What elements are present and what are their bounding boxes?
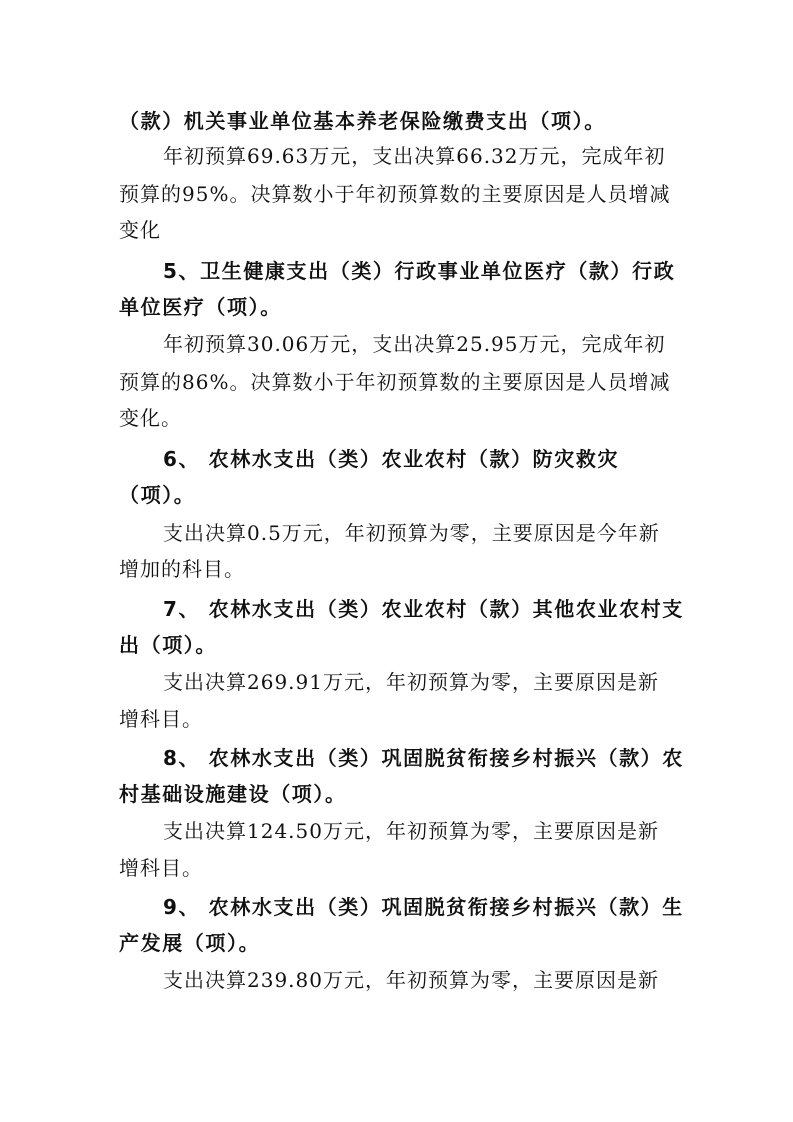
body-line: 支出决算239.80万元，年初预算为零，主要原因是新 [163,968,659,992]
body-line: 增加的科目。 [119,557,245,581]
heading-line: 产发展（项）。 [119,931,261,955]
body-line: 年初预算30.06万元，支出决算25.95万元，完成年初 [163,332,666,356]
heading-line: 出（项）。 [119,633,217,657]
body-line: 预算的86%。决算数小于年初预算数的主要原因是人员增减 [119,370,671,394]
body-line: 变化。 [119,406,182,430]
heading-line: 7、 农林水支出（类）农业农村（款）其他农业农村支 [163,597,684,621]
heading-line: 村基础设施建设（项）。 [119,782,347,806]
body-line: 增科目。 [119,707,203,731]
body-line: 变化 [119,218,161,242]
body-line: 支出决算269.91万元，年初预算为零，主要原因是新 [163,670,659,694]
heading-line: 9、 农林水支出（类）巩固脱贫衔接乡村振兴（款）生 [163,895,684,919]
body-line: 年初预算69.63万元，支出决算66.32万元，完成年初 [163,144,666,168]
body-line: 支出决算0.5万元，年初预算为零，主要原因是今年新 [163,521,660,545]
body-line: 预算的95%。决算数小于年初预算数的主要原因是人员增减 [119,182,671,206]
heading-line: （项）。 [119,483,196,507]
body-line: 增科目。 [119,856,203,880]
heading-line: 5、卫生健康支出（类）行政事业单位医疗（款）行政 [163,259,676,283]
body-line: 支出决算124.50万元，年初预算为零，主要原因是新 [163,819,659,843]
heading-line: （款）机关事业单位基本养老保险缴费支出（项）。 [119,109,606,133]
heading-line: 6、 农林水支出（类）农业农村（款）防灾救灾 [163,447,620,471]
heading-line: 单位医疗（项）。 [119,295,282,319]
heading-line: 8、 农林水支出（类）巩固脱贫衔接乡村振兴（款）农 [163,746,684,770]
